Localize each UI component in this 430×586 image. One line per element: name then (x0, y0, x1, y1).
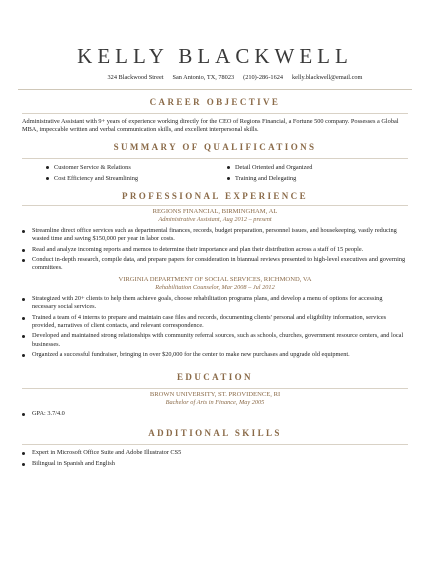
qualifications-divider (22, 158, 408, 159)
qualification-label: Detail Oriented and Organized (235, 163, 313, 171)
bullet-icon (22, 249, 25, 252)
qualification-label: Training and Delegating (235, 174, 297, 182)
school-name: BROWN UNIVERSITY, ST. PROVIDENCE, RI (149, 390, 281, 398)
qualification-item (46, 175, 227, 183)
bullet-icon (22, 413, 25, 416)
education-item (22, 410, 408, 418)
education-details (22, 410, 408, 418)
degree: Bachelor of Arts in Finance, May 2005 (165, 398, 265, 406)
qualifications-title: SUMMARY OF QUALIFICATIONS (113, 141, 317, 152)
header-divider (18, 89, 412, 90)
education-divider (22, 388, 408, 389)
duty-text: Conduct in-depth research, compile data, and prepare papers for consideration in biannual reviews presented to high-level executives and governing committees. (32, 256, 406, 272)
email-address: kelly.blackwell@email.com (292, 74, 363, 81)
job-duties (22, 295, 408, 360)
objective-title: CAREER OBJECTIVE (149, 97, 281, 107)
job-employer: REGIONS FINANCIAL, BIRMINGHAM, AL (152, 207, 278, 215)
bullet-icon (22, 335, 25, 338)
skill-text: Bilingual in Spanish and English (32, 459, 115, 467)
qualification-label: Cost Efficiency and Streamlining (54, 174, 138, 182)
bullet-icon (22, 230, 25, 233)
qualification-item (227, 175, 408, 183)
duty-text: Trained a team of 4 interns to prepare and maintain case files and records, documenting clients' personal and eligibility information, services provided, narratives of client contacts, and relevant correspondence. (32, 313, 387, 330)
job-entry (22, 276, 408, 360)
duty-text: Developed and maintained strong relationships with community referral sources, such as schools, churches, government resource centers, and local businesses. (32, 332, 404, 348)
bullet-icon (227, 177, 230, 180)
job-role: Rehabilitation Counselor, Mar 2008 – Jul 2012 (155, 283, 275, 291)
job-role: Administrative Assistant, Aug 2012 – present (158, 215, 272, 223)
skill-text: Expert in Microsoft Office Suite and Adobe Illustrator CS5 (32, 449, 182, 457)
duty-item (22, 256, 408, 273)
experience-title: PROFESSIONAL EXPERIENCE (122, 190, 308, 201)
education-title: EDUCATION (177, 371, 253, 382)
education-section (22, 372, 408, 418)
duty-text: Streamline direct office services such as departmental finances, records, budget preparation, personnel issues, and housekeeping, vastly reducing wasted time and saving $150,000 per year in labor costs. (32, 226, 397, 243)
duty-text: Read and analyze incoming reports and memos to determine their importance and plan their distribution across a staff of 15 people. (32, 245, 364, 253)
city-state-zip: San Antonio, TX, 78023 (172, 74, 235, 81)
bullet-icon (22, 259, 25, 262)
duty-item (22, 295, 408, 312)
skill-item (22, 449, 408, 457)
bullet-icon (227, 166, 230, 169)
bullet-icon (46, 166, 49, 169)
job-employer: VIRGINIA DEPARTMENT OF SOCIAL SERVICES, RICHMOND, VA (118, 275, 312, 283)
duty-item (22, 332, 408, 349)
bullet-icon (22, 452, 25, 455)
bullet-icon (22, 354, 25, 357)
skill-item (22, 460, 408, 468)
job-duties (22, 227, 408, 273)
experience-section (22, 191, 408, 360)
bullet-icon (46, 177, 49, 180)
gpa-text: GPA: 3.7/4.0 (32, 409, 65, 417)
bullet-icon (22, 298, 25, 301)
additional-skills-title: ADDITIONAL SKILLS (148, 428, 282, 439)
qualification-item (46, 164, 227, 172)
qualifications-list (22, 164, 408, 183)
duty-text: Strategized with 20+ clients to help them achieve goals, choose rehabilitation programs plans, and develop a menu of options for accessing necessary social services. (32, 294, 383, 311)
applicant-name: KELLY BLACKWELL (77, 44, 353, 68)
objective-divider (22, 113, 408, 114)
bullet-icon (22, 463, 25, 466)
additional-skills-list (22, 449, 408, 468)
duty-item (22, 246, 408, 254)
duty-text: Organized a successful fundraiser, bringing in over $20,000 for the center to make new purchases and upgrade old equipment. (32, 351, 350, 359)
job-entry (22, 208, 408, 273)
phone-number: (210)-286-1624 (243, 74, 284, 81)
contact-line (22, 74, 408, 81)
experience-divider (22, 205, 408, 206)
additional-skills-section (22, 428, 408, 468)
objective-text: Administrative Assistant with 9+ years of experience working directly for the CEO of Regions Financial, a Fortune 500 company. Possesses a Global MBA, impeccable written and verbal communication skills, and excellent interpersonal skills. (22, 118, 399, 134)
qualification-label: Customer Service & Relations (54, 163, 131, 171)
qualification-item (227, 164, 408, 172)
street-address: 324 Blackwood Street (107, 74, 164, 81)
additional-skills-divider (22, 444, 408, 445)
duty-item (22, 227, 408, 244)
qualifications-section (22, 142, 408, 183)
bullet-icon (22, 317, 25, 320)
objective-section (22, 97, 408, 135)
duty-item (22, 351, 408, 359)
duty-item (22, 314, 408, 331)
